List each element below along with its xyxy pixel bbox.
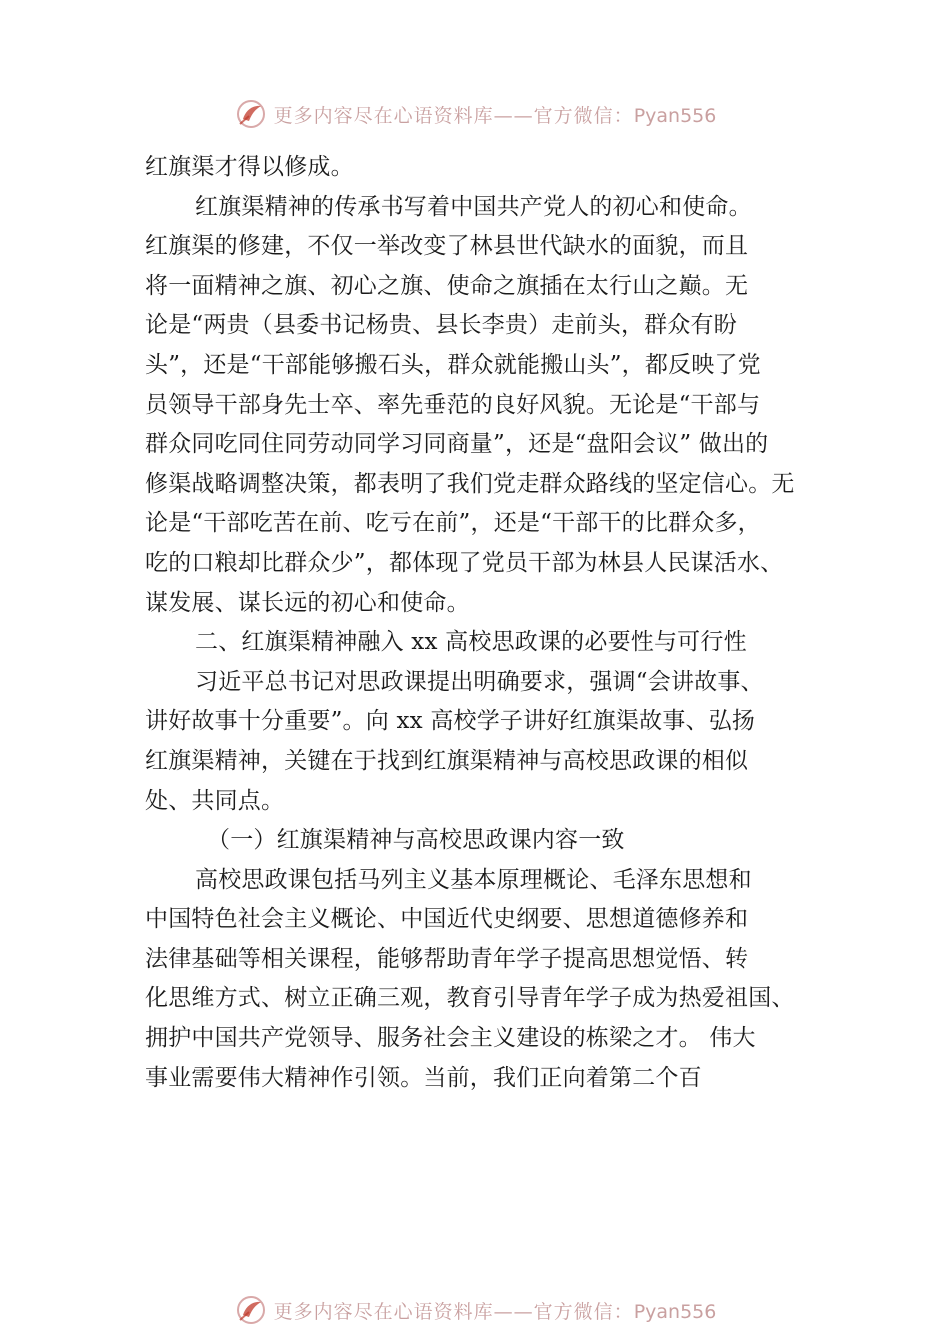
footer-watermark [0, 1290, 950, 1330]
text-line: 法律基础等相关课程，能够帮助青年学子提高思想觉悟、转 [145, 945, 749, 972]
text-line: 修渠战略调整决策，都表明了我们党走群众路线的坚定信心。无 [145, 470, 795, 497]
brand-logo-icon [234, 97, 268, 131]
subsection-heading: （一）红旗渠精神与高校思政课内容一致 [207, 827, 625, 854]
text-line: 群众同吃同住同劳动同学习同商量”，还是“盘阳会议” 做出的 [145, 431, 769, 458]
paragraph-start: 红旗渠精神的传承书写着中国共产党人的初心和使命。 [195, 193, 752, 220]
text-line: 头”，还是“干部能够搬石头，群众就能搬山头”，都反映了党 [145, 351, 761, 378]
text-line: 讲好故事十分重要”。向 xx 高校学子讲好红旗渠故事、弘扬 [145, 708, 756, 735]
text-line: 事业需要伟大精神作引领。当前，我们正向着第二个百 [145, 1064, 702, 1091]
paragraph-start: 习近平总书记对思政课提出明确要求，强调“会讲故事、 [195, 668, 764, 695]
text-line: 员领导干部身先士卒、率先垂范的良好风貌。无论是“干部与 [145, 391, 761, 418]
text-line: 红旗渠的修建，不仅一举改变了林县世代缺水的面貌，而且 [145, 233, 749, 260]
header-watermark [0, 94, 950, 134]
text-line: 红旗渠才得以修成。 [145, 154, 354, 180]
watermark-text: 更多内容尽在心语资料库——官方微信：Pyan556 [273, 104, 717, 127]
text-line: 化思维方式、树立正确三观，教育引导青年学子成为热爱祖国、 [145, 985, 795, 1012]
text-line: 吃的口粮却比群众少”，都体现了党员干部为林县人民谋活水、 [145, 549, 784, 576]
text-line: 处、共同点。 [145, 787, 285, 814]
watermark-text: 更多内容尽在心语资料库——官方微信：Pyan556 [273, 1300, 717, 1323]
text-line: 红旗渠精神，关键在于找到红旗渠精神与高校思政课的相似 [145, 747, 749, 774]
text-line: 谋发展、谋长远的初心和使命。 [145, 589, 470, 616]
text-line: 论是“两贵（县委书记杨贵、县长李贵）走前头，群众有盼 [145, 312, 737, 339]
paragraph-start: 高校思政课包括马列主义基本原理概论、毛泽东思想和 [195, 866, 752, 893]
text-line: 论是“干部吃苦在前、吃亏在前”，还是“干部干的比群众多， [145, 510, 761, 537]
text-line: 将一面精神之旗、初心之旗、使命之旗插在太行山之巅。无 [145, 272, 749, 299]
text-line: 拥护中国共产党领导、服务社会主义建设的栋梁之才。 伟大 [145, 1025, 756, 1052]
section-heading: 二、红旗渠精神融入 xx 高校思政课的必要性与可行性 [195, 629, 747, 656]
brand-logo-icon [234, 1293, 268, 1327]
document-body [145, 148, 845, 1098]
text-line: 中国特色社会主义概论、中国近代史纲要、思想道德修养和 [145, 906, 749, 933]
